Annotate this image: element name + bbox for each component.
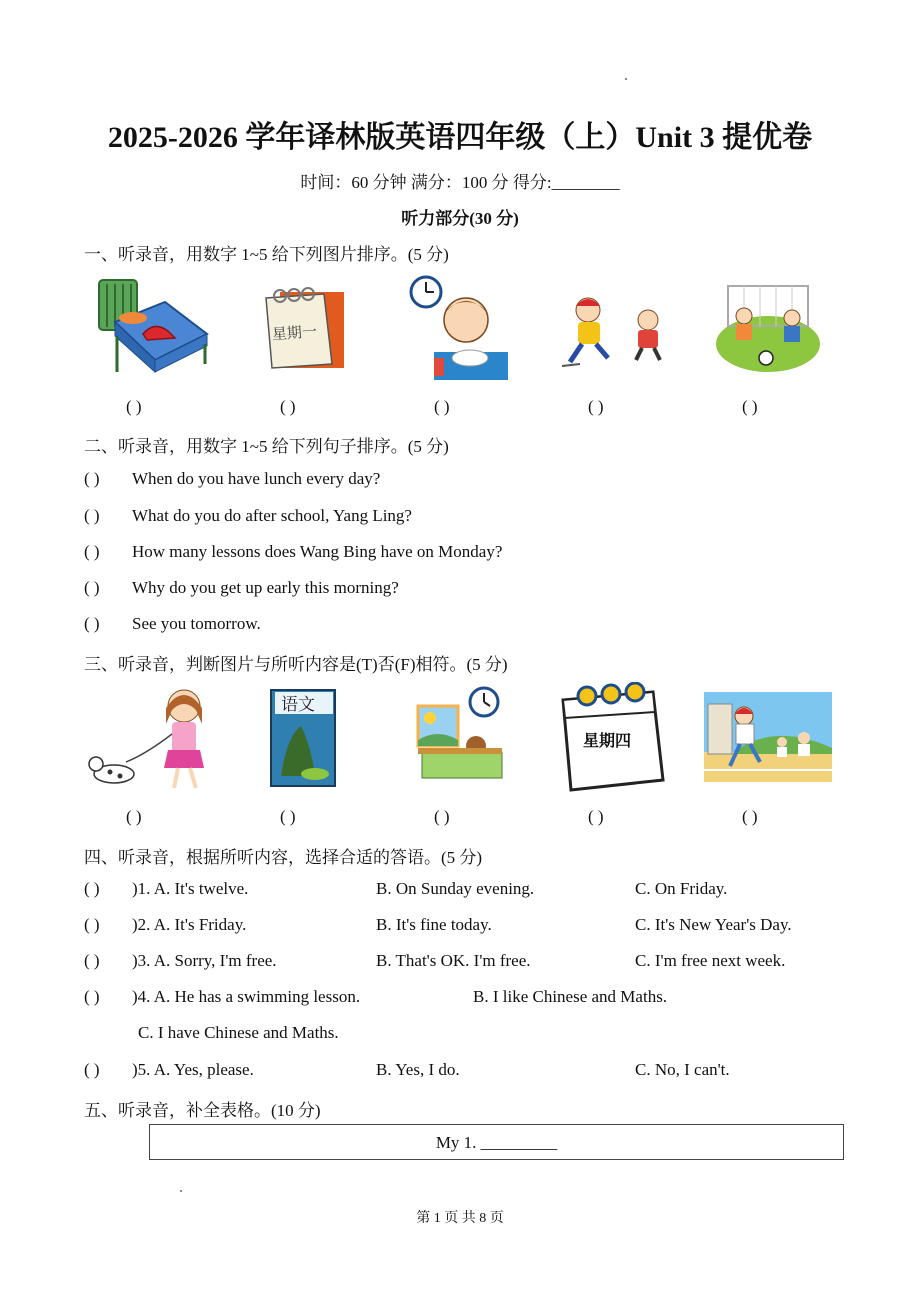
option-c: C. I have Chinese and Maths. <box>138 1023 339 1042</box>
q3-answer-blank-3[interactable]: ( ) <box>434 807 450 826</box>
option-a: )1. A. It's twelve. <box>132 879 249 898</box>
q3-answer-blank-1[interactable]: ( ) <box>126 807 142 826</box>
q1-answer-blank-4[interactable]: ( ) <box>588 397 604 416</box>
q1-answer-blank-2[interactable]: ( ) <box>280 397 296 416</box>
calendar-thursday-text: 星期四 <box>583 731 632 750</box>
sentence-text: How many lessons does Wang Bing have on Monday? <box>132 542 503 561</box>
answer-blank[interactable]: ( ) <box>84 879 100 898</box>
q1-answer-blank-5[interactable]: ( ) <box>742 397 758 416</box>
q2-item <box>84 506 412 526</box>
calendar-monday-picture <box>262 284 348 372</box>
q4-item-5 <box>84 1060 254 1080</box>
q3-instruction: 三、听录音，判断图片与所听内容是(T)否(F)相符。(5 分) <box>84 655 508 674</box>
answer-blank[interactable]: ( ) <box>84 614 100 633</box>
speck <box>625 78 627 80</box>
option-b: B. I like Chinese and Maths. <box>473 987 668 1006</box>
speck <box>180 1190 182 1192</box>
sentence-text: What do you do after school, Yang Ling? <box>132 506 412 525</box>
calendar-monday-text: 星期一 <box>271 322 318 344</box>
q4-item-2 <box>84 915 246 935</box>
answer-blank[interactable]: ( ) <box>84 506 100 525</box>
calendar-thursday-picture <box>557 682 669 794</box>
option-c: C. It's New Year's Day. <box>635 915 792 934</box>
option-b: B. That's OK. I'm free. <box>376 951 531 970</box>
answer-blank[interactable]: ( ) <box>84 951 100 970</box>
answer-blank[interactable]: ( ) <box>84 1060 100 1079</box>
answer-blank[interactable]: ( ) <box>84 915 100 934</box>
sentence-text: Why do you get up early this morning? <box>132 578 399 597</box>
q1-answer-blank-3[interactable]: ( ) <box>434 397 450 416</box>
option-a: )2. A. It's Friday. <box>132 915 247 934</box>
answer-blank[interactable]: ( ) <box>84 578 100 597</box>
answer-blank[interactable]: ( ) <box>84 469 100 488</box>
q4-item-4 <box>84 987 360 1007</box>
q2-instruction: 二、听录音，用数字 1~5 给下列句子排序。(5 分) <box>84 437 449 456</box>
q2-item <box>84 542 502 562</box>
answer-blank[interactable]: ( ) <box>84 987 100 1006</box>
q1-instruction: 一、听录音，用数字 1~5 给下列图片排序。(5 分) <box>84 245 449 264</box>
option-c: C. On Friday. <box>635 879 728 898</box>
book-title-text: 语文 <box>281 695 315 715</box>
q2-item <box>84 614 261 634</box>
q1-answer-blank-1[interactable]: ( ) <box>126 397 142 416</box>
chinese-book-picture <box>267 686 339 790</box>
q3-answer-blank-5[interactable]: ( ) <box>742 807 758 826</box>
q2-item <box>84 469 380 489</box>
q4-item-1 <box>84 879 248 899</box>
option-b: B. On Sunday evening. <box>376 879 535 898</box>
exam-meta: 时间：60 分钟 满分：100 分 得分:________ <box>300 173 620 192</box>
child-in-bed-picture <box>414 686 504 786</box>
boy-eating-picture <box>408 274 512 382</box>
option-a: )3. A. Sorry, I'm free. <box>132 951 277 970</box>
fill-table-header[interactable]: My 1. _________ <box>149 1124 844 1160</box>
option-c: C. No, I can't. <box>635 1060 730 1079</box>
page-title: 2025-2026 学年译林版英语四年级（上）Unit 3 提优卷 <box>107 121 813 154</box>
q2-item <box>84 578 399 598</box>
q3-answer-blank-4[interactable]: ( ) <box>588 807 604 826</box>
q3-answer-blank-2[interactable]: ( ) <box>280 807 296 826</box>
option-b: B. Yes, I do. <box>376 1060 460 1079</box>
page-footer: 第 1 页 共 8 页 <box>416 1211 504 1226</box>
option-b: B. It's fine today. <box>376 915 492 934</box>
answer-blank[interactable]: ( ) <box>84 542 100 561</box>
girl-walking-dog-picture <box>86 684 218 794</box>
bed-picture <box>95 272 210 382</box>
sentence-text: See you tomorrow. <box>132 614 261 633</box>
q4-instruction: 四、听录音，根据所听内容，选择合适的答语。(5 分) <box>84 848 483 867</box>
football-picture <box>714 282 822 374</box>
kids-running-picture <box>704 692 832 782</box>
q4-item-3 <box>84 951 277 971</box>
listening-section-header: 听力部分(30 分) <box>401 209 519 228</box>
option-c: C. I'm free next week. <box>635 951 786 970</box>
q5-instruction: 五、听录音，补全表格。(10 分) <box>84 1101 321 1120</box>
sentence-text: When do you have lunch every day? <box>132 469 381 488</box>
option-a: )4. A. He has a swimming lesson. <box>132 987 361 1006</box>
kids-skating-picture <box>552 290 677 372</box>
option-a: )5. A. Yes, please. <box>132 1060 254 1079</box>
